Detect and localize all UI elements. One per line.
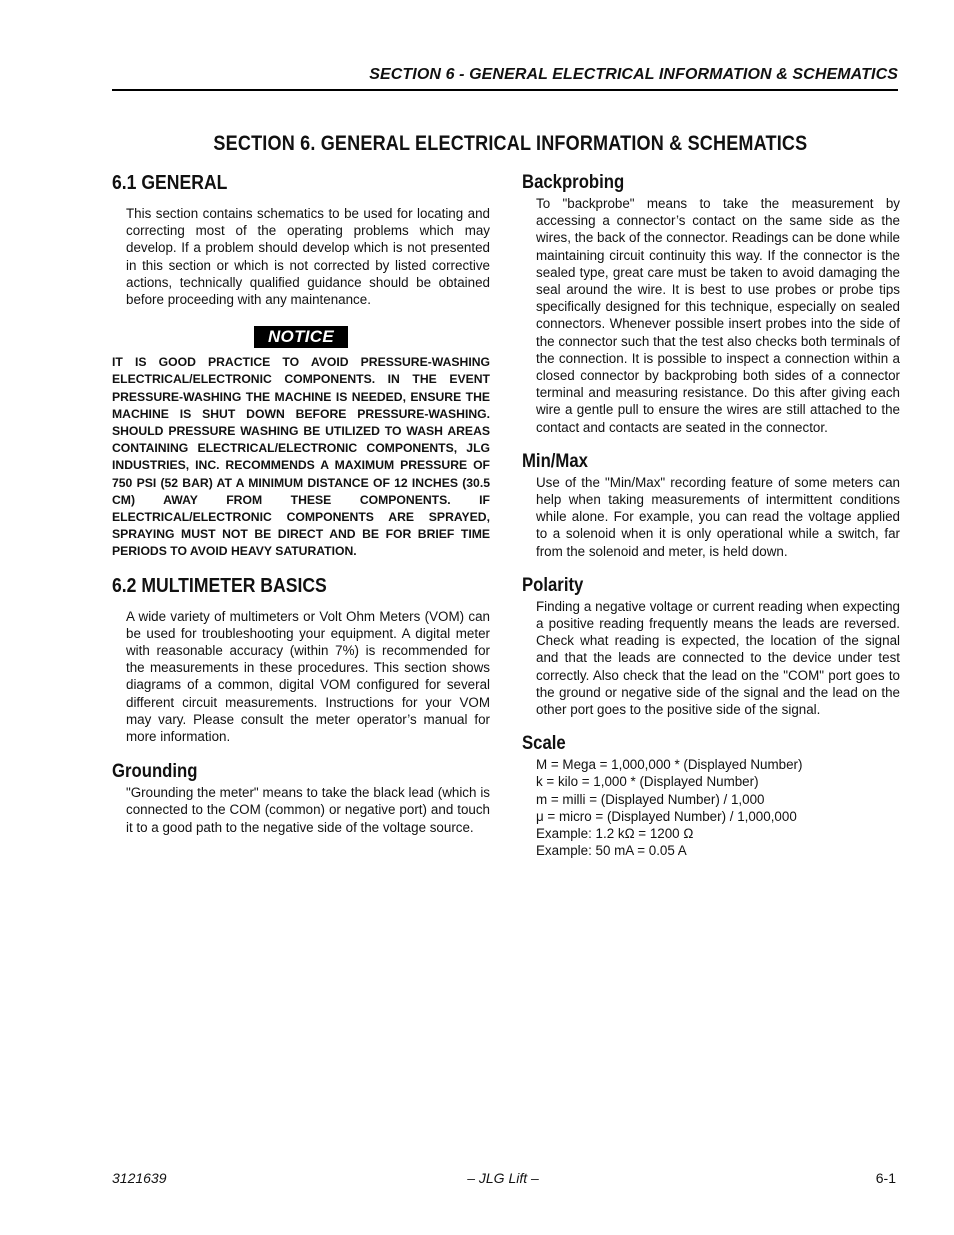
scale-line-kilo: k = kilo = 1,000 * (Displayed Number)	[536, 774, 759, 790]
grounding-heading: Grounding	[112, 761, 198, 783]
backprobing-heading: Backprobing	[522, 172, 625, 193]
notice-label: NOTICE	[254, 326, 348, 348]
scale-line-milli: m = milli = (Displayed Number) / 1,000	[536, 791, 765, 807]
polarity-body: Finding a negative voltage or current reading when expecting a positive reading frequently means the leads are reversed. Check what reading is expected, the location of the signal and that the leads are connected to the device under test correctly. Also check that the lead on the "COM" port goes to the ground or negative side of the signal and the lead on the other port goes to the positive side of the signal.	[536, 598, 900, 718]
minmax-heading: Min/Max	[522, 450, 588, 472]
footer-brand: – JLG Lift –	[467, 1170, 539, 1186]
scale-example-ohm: Example: 1.2 kΩ = 1200 Ω	[536, 826, 694, 842]
notice-banner	[112, 326, 490, 348]
polarity-heading: Polarity	[522, 574, 584, 596]
notice-text: IT IS GOOD PRACTICE TO AVOID PRESSURE-WASHING ELECTRICAL/ELECTRONIC COMPONENTS. IN THE EVENT PRESSURE-WASHING THE MACHINE IS NEEDED, ENSURE THE MACHINE IS SHUT DOWN BEFORE PRESSURE-WASHING. SHOULD PRESSURE WASHING BE UTILIZED TO WASH AREAS CONTAINING ELECTRICAL/ELECTRONIC COMPONENTS, JLG INDUSTRIES, INC. RECOMMENDS A MAXIMUM PRESSURE OF 750 PSI (52 BAR) AT A MINIMUM DISTANCE OF 12 INCHES (30.5 CM) AWAY FROM THESE COMPONENTS. IF ELECTRICAL/ELECTRONIC COMPONENTS ARE SPRAYED, SPRAYING MUST NOT BE DIRECT AND BE FOR BRIEF TIME PERIODS TO AVOID HEAVY SATURATION.	[112, 355, 490, 559]
grounding-body: "Grounding the meter" means to take the black lead (which is connected to the COM (common) or negative port) and touch it to a good path to the negative side of the voltage source.	[126, 785, 490, 835]
running-header: SECTION 6 - GENERAL ELECTRICAL INFORMATION & SCHEMATICS	[369, 66, 898, 83]
backprobing-body: To "backprobe" means to take the measurement by accessing a connector’s contact on the same side as the wires, the back of the connector. Readings can be done while maintaining circuit continuity this way. If the connector is the sealed type, great care must be taken to avoid damaging the seal around the wire. It is best to use probes or probe tips specifically designed for this technique, especially on sealed connectors. Whenever possible insert probes into the side of the connector such that the test also checks both terminals of the connection. It is possible to inspect a connection within a closed connector by backprobing both sides of a connector terminal and measuring resistance. Do this after giving each wire a gentle pull to ensure the wires are still attached to the contact and contacts are seated in the connector.	[536, 196, 901, 435]
scale-heading: Scale	[522, 733, 566, 755]
doc-number: 3121639	[112, 1170, 167, 1186]
scale-line-mega: M = Mega = 1,000,000 * (Displayed Number)	[536, 757, 803, 773]
left-column	[112, 172, 490, 836]
right-column	[522, 172, 900, 860]
page-title: SECTION 6. GENERAL ELECTRICAL INFORMATION & SCHEMATICS	[213, 132, 808, 155]
header-rule	[112, 89, 898, 91]
minmax-body: Use of the "Min/Max" recording feature of some meters can help when taking measurements of intermittent conditions while alone. For example, you can read the voltage applied to a solenoid when it is only operational while a switch, far from the solenoid and meter, is held down.	[536, 474, 900, 559]
scale-line-micro: μ = micro = (Displayed Number) / 1,000,000	[536, 808, 797, 824]
section-6-2-heading: 6.2 MULTIMETER BASICS	[112, 574, 327, 597]
section-6-1-body: This section contains schematics to be used for locating and correcting most of the operating problems which may develop. If a problem should develop which is not presented in this section or which is not corrected by listed corrective actions, technically qualified guidance should be obtained before proceeding with any maintenance.	[126, 206, 490, 308]
section-6-1-heading: 6.1 GENERAL	[112, 172, 228, 194]
page-number: 6-1	[875, 1170, 896, 1186]
scale-example-amp: Example: 50 mA = 0.05 A	[536, 843, 687, 859]
scale-list	[522, 756, 900, 859]
section-6-2-body: A wide variety of multimeters or Volt Ohm Meters (VOM) can be used for troubleshooting your equipment. A digital meter with reasonable accuracy (within 7%) is recommended for the measurements in these procedures. This section shows diagrams of a common, digital VOM configured for several different circuit measurements. Instructions for your VOM may vary. Please consult the meter operator’s manual for more information.	[126, 608, 490, 745]
